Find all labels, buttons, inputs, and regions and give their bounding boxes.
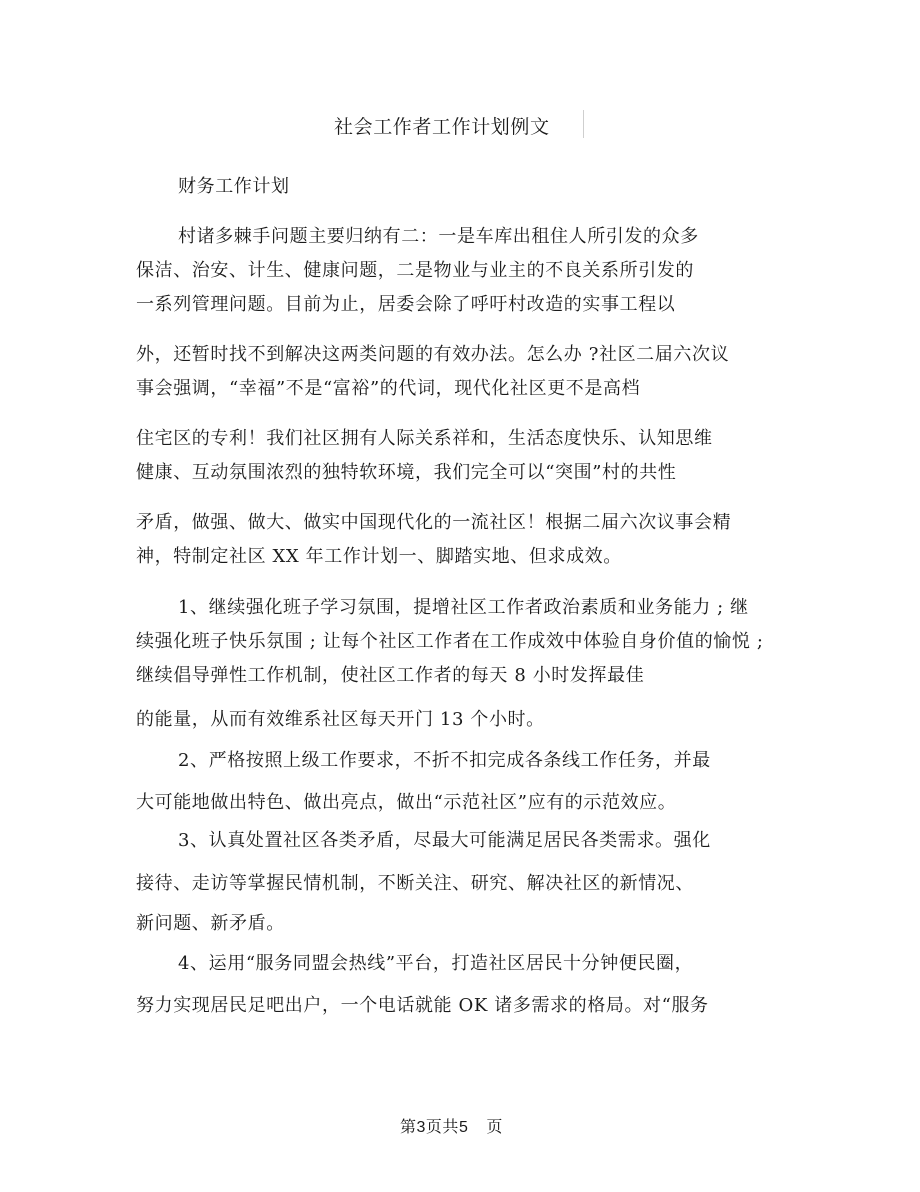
paragraph-line: 村诸多棘手问题主要归纳有二：一是车库出租住人所引发的众多 xyxy=(178,226,699,247)
paragraph-line: 外，还暂时找不到解决这两类问题的有效办法。怎么办 ?社区二届六次议 xyxy=(136,344,730,365)
list-item-1-line: 的能量，从而有效维系社区每天开门 13 个小时。 xyxy=(136,709,545,730)
list-item-3-line: 3、认真处置社区各类矛盾，尽最大可能满足居民各类需求。强化 xyxy=(178,830,711,851)
footer-current-page: 3 xyxy=(416,1119,426,1136)
section-heading: 财务工作计划 xyxy=(178,176,290,197)
list-item-4-line: 4、运用“服务同盟会热线”平台，打造社区居民十分钟便民圈， xyxy=(178,953,694,974)
list-item-1-line: 继续倡导弹性工作机制，使社区工作者的每天 8 小时发挥最佳 xyxy=(136,665,645,686)
footer-middle: 页共 xyxy=(425,1117,459,1136)
paragraph-line: 住宅区的专利！我们社区拥有人际关系祥和，生活态度快乐、认知思维 xyxy=(136,428,713,449)
paragraph-line: 保洁、治安、计生、健康问题，二是物业与业主的不良关系所引发的 xyxy=(136,260,694,281)
list-item-1-line: 1、继续强化班子学习氛围，提增社区工作者政治素质和业务能力 ; 继 xyxy=(178,597,749,618)
page-footer xyxy=(400,1116,503,1139)
title-divider xyxy=(583,110,584,138)
paragraph-line: 事会强调，“幸福”不是“富裕”的代词，现代化社区更不是高档 xyxy=(136,378,641,399)
paragraph-line: 神，特制定社区 XX 年工作计划一、脚踏实地、但求成效。 xyxy=(136,546,622,567)
footer-suffix: 页 xyxy=(486,1117,503,1136)
list-item-3-line: 接待、走访等掌握民情机制，不断关注、研究、解决社区的新情况、 xyxy=(136,873,694,894)
list-item-2-line: 2、严格按照上级工作要求，不折不扣完成各条线工作任务，并最 xyxy=(178,750,711,771)
list-item-1-line: 续强化班子快乐氛围 ; 让每个社区工作者在工作成效中体验自身价值的愉悦 ; xyxy=(136,631,764,652)
footer-total-pages: 5 xyxy=(458,1119,469,1136)
footer-prefix: 第 xyxy=(400,1117,417,1136)
paragraph-line: 矛盾，做强、做大、做实中国现代化的一流社区！根据二届六次议事会精 xyxy=(136,512,732,533)
list-item-3-line: 新问题、新矛盾。 xyxy=(136,913,285,934)
paragraph-line: 一系列管理问题。目前为止，居委会除了呼吁村改造的实事工程以 xyxy=(136,294,676,315)
document-title: 社会工作者工作计划例文 xyxy=(334,116,550,138)
list-item-4-line: 努力实现居民足吧出户，一个电话就能 OK 诸多需求的格局。对“服务 xyxy=(136,995,709,1016)
paragraph-line: 健康、互动氛围浓烈的独特软环境，我们完全可以“突围”村的共性 xyxy=(136,462,677,483)
list-item-2-line: 大可能地做出特色、做出亮点，做出“示范社区”应有的示范效应。 xyxy=(136,792,677,813)
